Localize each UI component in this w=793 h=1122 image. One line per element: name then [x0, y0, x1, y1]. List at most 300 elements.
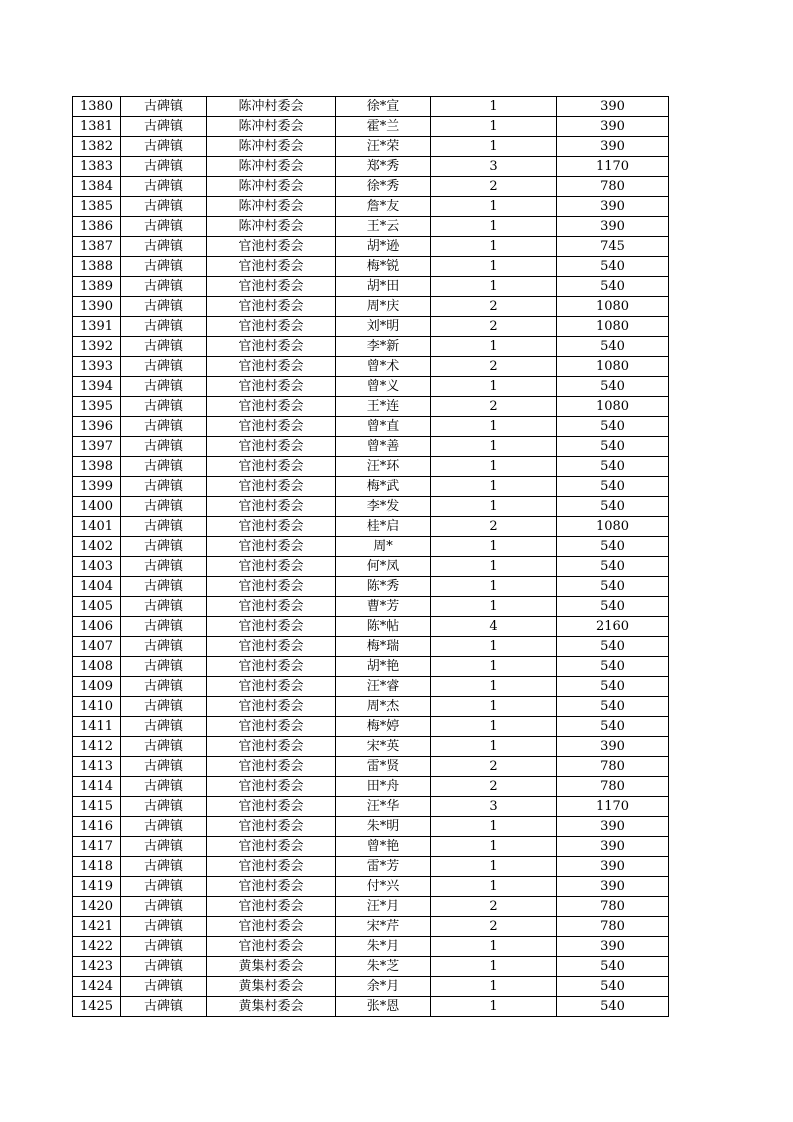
row-number-cell: 1422: [73, 937, 121, 957]
row-number-cell: 1416: [73, 817, 121, 837]
table-row: [73, 857, 669, 877]
village-cell: 官池村委会: [207, 837, 336, 857]
table-row: [73, 337, 669, 357]
table-row: [73, 397, 669, 417]
table-row: [73, 437, 669, 457]
row-number-cell: 1406: [73, 617, 121, 637]
village-cell: 官池村委会: [207, 577, 336, 597]
row-number-cell: 1387: [73, 237, 121, 257]
row-number-cell: 1394: [73, 377, 121, 397]
name-cell: 雷*贤: [336, 757, 431, 777]
name-cell: 余*月: [336, 977, 431, 997]
amount-cell: 390: [557, 217, 669, 237]
town-cell: 古碑镇: [121, 417, 207, 437]
amount-cell: 540: [557, 377, 669, 397]
name-cell: 刘*明: [336, 317, 431, 337]
town-cell: 古碑镇: [121, 837, 207, 857]
town-cell: 古碑镇: [121, 397, 207, 417]
town-cell: 古碑镇: [121, 537, 207, 557]
town-cell: 古碑镇: [121, 517, 207, 537]
name-cell: 宋*芹: [336, 917, 431, 937]
name-cell: 梅*武: [336, 477, 431, 497]
name-cell: 曹*芳: [336, 597, 431, 617]
table-row: [73, 297, 669, 317]
table-row: [73, 757, 669, 777]
table-row: [73, 597, 669, 617]
household-count-cell: 1: [431, 977, 557, 997]
village-cell: 官池村委会: [207, 717, 336, 737]
table-row: [73, 277, 669, 297]
village-cell: 官池村委会: [207, 517, 336, 537]
town-cell: 古碑镇: [121, 117, 207, 137]
amount-cell: 1170: [557, 157, 669, 177]
row-number-cell: 1410: [73, 697, 121, 717]
amount-cell: 780: [557, 897, 669, 917]
name-cell: 周*庆: [336, 297, 431, 317]
town-cell: 古碑镇: [121, 697, 207, 717]
village-cell: 官池村委会: [207, 897, 336, 917]
table-row: [73, 917, 669, 937]
name-cell: 何*凤: [336, 557, 431, 577]
household-count-cell: 1: [431, 717, 557, 737]
village-cell: 黄集村委会: [207, 997, 336, 1017]
town-cell: 古碑镇: [121, 637, 207, 657]
town-cell: 古碑镇: [121, 237, 207, 257]
amount-cell: 1080: [557, 397, 669, 417]
table-row: [73, 417, 669, 437]
household-count-cell: 4: [431, 617, 557, 637]
name-cell: 李*新: [336, 337, 431, 357]
town-cell: 古碑镇: [121, 937, 207, 957]
amount-cell: 540: [557, 997, 669, 1017]
village-cell: 陈冲村委会: [207, 137, 336, 157]
household-count-cell: 1: [431, 97, 557, 117]
name-cell: 朱*芝: [336, 957, 431, 977]
village-cell: 官池村委会: [207, 817, 336, 837]
table-row: [73, 557, 669, 577]
household-count-cell: 1: [431, 697, 557, 717]
amount-cell: 390: [557, 117, 669, 137]
table-row: [73, 577, 669, 597]
town-cell: 古碑镇: [121, 277, 207, 297]
name-cell: 汪*环: [336, 457, 431, 477]
name-cell: 梅*锐: [336, 257, 431, 277]
household-count-cell: 2: [431, 777, 557, 797]
row-number-cell: 1384: [73, 177, 121, 197]
household-count-cell: 1: [431, 197, 557, 217]
table-row: [73, 957, 669, 977]
town-cell: 古碑镇: [121, 197, 207, 217]
village-cell: 官池村委会: [207, 737, 336, 757]
household-count-cell: 1: [431, 137, 557, 157]
household-count-cell: 1: [431, 657, 557, 677]
town-cell: 古碑镇: [121, 857, 207, 877]
table-row: [73, 377, 669, 397]
row-number-cell: 1402: [73, 537, 121, 557]
name-cell: 詹*友: [336, 197, 431, 217]
row-number-cell: 1405: [73, 597, 121, 617]
name-cell: 郑*秀: [336, 157, 431, 177]
amount-cell: 1170: [557, 797, 669, 817]
row-number-cell: 1417: [73, 837, 121, 857]
amount-cell: 390: [557, 97, 669, 117]
amount-cell: 540: [557, 557, 669, 577]
village-cell: 官池村委会: [207, 657, 336, 677]
table-row: [73, 177, 669, 197]
name-cell: 汪*荣: [336, 137, 431, 157]
name-cell: 梅*瑞: [336, 637, 431, 657]
household-count-cell: 1: [431, 677, 557, 697]
amount-cell: 540: [557, 457, 669, 477]
town-cell: 古碑镇: [121, 737, 207, 757]
town-cell: 古碑镇: [121, 577, 207, 597]
town-cell: 古碑镇: [121, 497, 207, 517]
name-cell: 胡*田: [336, 277, 431, 297]
name-cell: 朱*明: [336, 817, 431, 837]
town-cell: 古碑镇: [121, 657, 207, 677]
amount-cell: 540: [557, 717, 669, 737]
town-cell: 古碑镇: [121, 717, 207, 737]
amount-cell: 390: [557, 857, 669, 877]
town-cell: 古碑镇: [121, 597, 207, 617]
household-count-cell: 1: [431, 557, 557, 577]
village-cell: 官池村委会: [207, 437, 336, 457]
town-cell: 古碑镇: [121, 137, 207, 157]
name-cell: 朱*月: [336, 937, 431, 957]
household-count-cell: 1: [431, 417, 557, 437]
village-cell: 官池村委会: [207, 637, 336, 657]
village-cell: 陈冲村委会: [207, 217, 336, 237]
amount-cell: 540: [557, 657, 669, 677]
village-cell: 官池村委会: [207, 877, 336, 897]
household-count-cell: 1: [431, 997, 557, 1017]
name-cell: 胡*艳: [336, 657, 431, 677]
village-cell: 官池村委会: [207, 397, 336, 417]
amount-cell: 540: [557, 277, 669, 297]
household-count-cell: 1: [431, 577, 557, 597]
amount-cell: 390: [557, 937, 669, 957]
name-cell: 胡*逊: [336, 237, 431, 257]
household-count-cell: 2: [431, 317, 557, 337]
household-count-cell: 1: [431, 117, 557, 137]
household-count-cell: 1: [431, 437, 557, 457]
household-count-cell: 2: [431, 297, 557, 317]
household-count-cell: 2: [431, 917, 557, 937]
household-count-cell: 1: [431, 537, 557, 557]
table-row: [73, 617, 669, 637]
village-cell: 官池村委会: [207, 597, 336, 617]
household-count-cell: 1: [431, 937, 557, 957]
table-row: [73, 997, 669, 1017]
household-count-cell: 1: [431, 457, 557, 477]
household-count-cell: 2: [431, 517, 557, 537]
table-row: [73, 257, 669, 277]
name-cell: 周*杰: [336, 697, 431, 717]
amount-cell: 390: [557, 197, 669, 217]
row-number-cell: 1418: [73, 857, 121, 877]
row-number-cell: 1391: [73, 317, 121, 337]
table-row: [73, 97, 669, 117]
amount-cell: 780: [557, 177, 669, 197]
amount-cell: 780: [557, 757, 669, 777]
amount-cell: 780: [557, 917, 669, 937]
row-number-cell: 1404: [73, 577, 121, 597]
name-cell: 张*恩: [336, 997, 431, 1017]
amount-cell: 1080: [557, 317, 669, 337]
household-count-cell: 1: [431, 337, 557, 357]
row-number-cell: 1425: [73, 997, 121, 1017]
name-cell: 桂*启: [336, 517, 431, 537]
town-cell: 古碑镇: [121, 317, 207, 337]
village-cell: 官池村委会: [207, 257, 336, 277]
name-cell: 付*兴: [336, 877, 431, 897]
town-cell: 古碑镇: [121, 97, 207, 117]
amount-cell: 540: [557, 537, 669, 557]
row-number-cell: 1401: [73, 517, 121, 537]
village-cell: 陈冲村委会: [207, 197, 336, 217]
village-cell: 官池村委会: [207, 937, 336, 957]
amount-cell: 540: [557, 677, 669, 697]
table-row: [73, 877, 669, 897]
table-row: [73, 717, 669, 737]
amount-cell: 1080: [557, 357, 669, 377]
table-row: [73, 657, 669, 677]
amount-cell: 540: [557, 417, 669, 437]
row-number-cell: 1397: [73, 437, 121, 457]
village-cell: 官池村委会: [207, 617, 336, 637]
row-number-cell: 1409: [73, 677, 121, 697]
household-count-cell: 1: [431, 477, 557, 497]
household-count-cell: 1: [431, 597, 557, 617]
village-cell: 官池村委会: [207, 557, 336, 577]
household-count-cell: 1: [431, 817, 557, 837]
town-cell: 古碑镇: [121, 257, 207, 277]
town-cell: 古碑镇: [121, 817, 207, 837]
village-cell: 官池村委会: [207, 297, 336, 317]
amount-cell: 390: [557, 837, 669, 857]
row-number-cell: 1421: [73, 917, 121, 937]
name-cell: 汪*睿: [336, 677, 431, 697]
table-row: [73, 937, 669, 957]
amount-cell: 540: [557, 337, 669, 357]
row-number-cell: 1407: [73, 637, 121, 657]
row-number-cell: 1414: [73, 777, 121, 797]
town-cell: 古碑镇: [121, 437, 207, 457]
amount-cell: 1080: [557, 517, 669, 537]
village-cell: 官池村委会: [207, 477, 336, 497]
amount-cell: 540: [557, 957, 669, 977]
row-number-cell: 1381: [73, 117, 121, 137]
row-number-cell: 1398: [73, 457, 121, 477]
row-number-cell: 1393: [73, 357, 121, 377]
table-row: [73, 457, 669, 477]
name-cell: 王*连: [336, 397, 431, 417]
town-cell: 古碑镇: [121, 477, 207, 497]
table-row: [73, 837, 669, 857]
table-row: [73, 897, 669, 917]
household-count-cell: 1: [431, 957, 557, 977]
name-cell: 曾*直: [336, 417, 431, 437]
amount-cell: 540: [557, 597, 669, 617]
table-row: [73, 677, 669, 697]
town-cell: 古碑镇: [121, 177, 207, 197]
household-count-cell: 3: [431, 157, 557, 177]
name-cell: 梅*婷: [336, 717, 431, 737]
name-cell: 雷*芳: [336, 857, 431, 877]
table-row: [73, 817, 669, 837]
row-number-cell: 1385: [73, 197, 121, 217]
village-cell: 官池村委会: [207, 237, 336, 257]
household-count-cell: 2: [431, 357, 557, 377]
village-cell: 陈冲村委会: [207, 97, 336, 117]
town-cell: 古碑镇: [121, 157, 207, 177]
town-cell: 古碑镇: [121, 797, 207, 817]
row-number-cell: 1382: [73, 137, 121, 157]
village-cell: 官池村委会: [207, 857, 336, 877]
amount-cell: 1080: [557, 297, 669, 317]
name-cell: 霍*兰: [336, 117, 431, 137]
town-cell: 古碑镇: [121, 917, 207, 937]
town-cell: 古碑镇: [121, 757, 207, 777]
row-number-cell: 1408: [73, 657, 121, 677]
town-cell: 古碑镇: [121, 217, 207, 237]
name-cell: 徐*宣: [336, 97, 431, 117]
amount-cell: 540: [557, 497, 669, 517]
village-cell: 官池村委会: [207, 917, 336, 937]
household-count-cell: 1: [431, 217, 557, 237]
household-count-cell: 1: [431, 277, 557, 297]
name-cell: 田*舟: [336, 777, 431, 797]
amount-cell: 540: [557, 977, 669, 997]
row-number-cell: 1392: [73, 337, 121, 357]
name-cell: 王*云: [336, 217, 431, 237]
row-number-cell: 1395: [73, 397, 121, 417]
town-cell: 古碑镇: [121, 357, 207, 377]
household-count-cell: 1: [431, 257, 557, 277]
household-count-cell: 2: [431, 757, 557, 777]
row-number-cell: 1383: [73, 157, 121, 177]
amount-cell: 390: [557, 877, 669, 897]
household-count-cell: 1: [431, 737, 557, 757]
row-number-cell: 1399: [73, 477, 121, 497]
household-count-cell: 1: [431, 637, 557, 657]
village-cell: 官池村委会: [207, 537, 336, 557]
table-row: [73, 517, 669, 537]
village-cell: 官池村委会: [207, 377, 336, 397]
village-cell: 官池村委会: [207, 417, 336, 437]
town-cell: 古碑镇: [121, 297, 207, 317]
village-cell: 官池村委会: [207, 777, 336, 797]
household-count-cell: 1: [431, 877, 557, 897]
table-row: [73, 317, 669, 337]
household-count-cell: 1: [431, 377, 557, 397]
row-number-cell: 1396: [73, 417, 121, 437]
household-count-cell: 1: [431, 237, 557, 257]
town-cell: 古碑镇: [121, 677, 207, 697]
row-number-cell: 1415: [73, 797, 121, 817]
name-cell: 周*: [336, 537, 431, 557]
row-number-cell: 1400: [73, 497, 121, 517]
amount-cell: 540: [557, 697, 669, 717]
table-row: [73, 217, 669, 237]
household-count-cell: 1: [431, 497, 557, 517]
village-cell: 官池村委会: [207, 457, 336, 477]
amount-cell: 390: [557, 737, 669, 757]
village-cell: 官池村委会: [207, 677, 336, 697]
row-number-cell: 1390: [73, 297, 121, 317]
row-number-cell: 1412: [73, 737, 121, 757]
table-row: [73, 477, 669, 497]
row-number-cell: 1388: [73, 257, 121, 277]
town-cell: 古碑镇: [121, 997, 207, 1017]
table-row: [73, 237, 669, 257]
name-cell: 陈*秀: [336, 577, 431, 597]
table-row: [73, 977, 669, 997]
name-cell: 陈*帖: [336, 617, 431, 637]
name-cell: 李*发: [336, 497, 431, 517]
table-row: [73, 777, 669, 797]
household-count-cell: 2: [431, 397, 557, 417]
data-table: [72, 96, 669, 1017]
village-cell: 黄集村委会: [207, 977, 336, 997]
village-cell: 官池村委会: [207, 797, 336, 817]
household-count-cell: 1: [431, 837, 557, 857]
table-row: [73, 637, 669, 657]
name-cell: 宋*英: [336, 737, 431, 757]
name-cell: 曾*善: [336, 437, 431, 457]
name-cell: 曾*艳: [336, 837, 431, 857]
household-count-cell: 1: [431, 857, 557, 877]
village-cell: 官池村委会: [207, 277, 336, 297]
amount-cell: 540: [557, 637, 669, 657]
village-cell: 官池村委会: [207, 757, 336, 777]
village-cell: 陈冲村委会: [207, 117, 336, 137]
amount-cell: 540: [557, 577, 669, 597]
table-row: [73, 117, 669, 137]
town-cell: 古碑镇: [121, 457, 207, 477]
row-number-cell: 1386: [73, 217, 121, 237]
table-row: [73, 137, 669, 157]
town-cell: 古碑镇: [121, 897, 207, 917]
town-cell: 古碑镇: [121, 377, 207, 397]
village-cell: 黄集村委会: [207, 957, 336, 977]
village-cell: 官池村委会: [207, 357, 336, 377]
amount-cell: 780: [557, 777, 669, 797]
amount-cell: 540: [557, 477, 669, 497]
table-row: [73, 197, 669, 217]
name-cell: 汪*华: [336, 797, 431, 817]
town-cell: 古碑镇: [121, 617, 207, 637]
row-number-cell: 1420: [73, 897, 121, 917]
town-cell: 古碑镇: [121, 557, 207, 577]
amount-cell: 2160: [557, 617, 669, 637]
row-number-cell: 1413: [73, 757, 121, 777]
table-row: [73, 537, 669, 557]
town-cell: 古碑镇: [121, 777, 207, 797]
amount-cell: 540: [557, 257, 669, 277]
village-cell: 官池村委会: [207, 337, 336, 357]
amount-cell: 390: [557, 817, 669, 837]
village-cell: 官池村委会: [207, 697, 336, 717]
town-cell: 古碑镇: [121, 877, 207, 897]
town-cell: 古碑镇: [121, 337, 207, 357]
row-number-cell: 1424: [73, 977, 121, 997]
village-cell: 陈冲村委会: [207, 157, 336, 177]
village-cell: 官池村委会: [207, 497, 336, 517]
name-cell: 徐*秀: [336, 177, 431, 197]
table-row: [73, 357, 669, 377]
name-cell: 曾*术: [336, 357, 431, 377]
